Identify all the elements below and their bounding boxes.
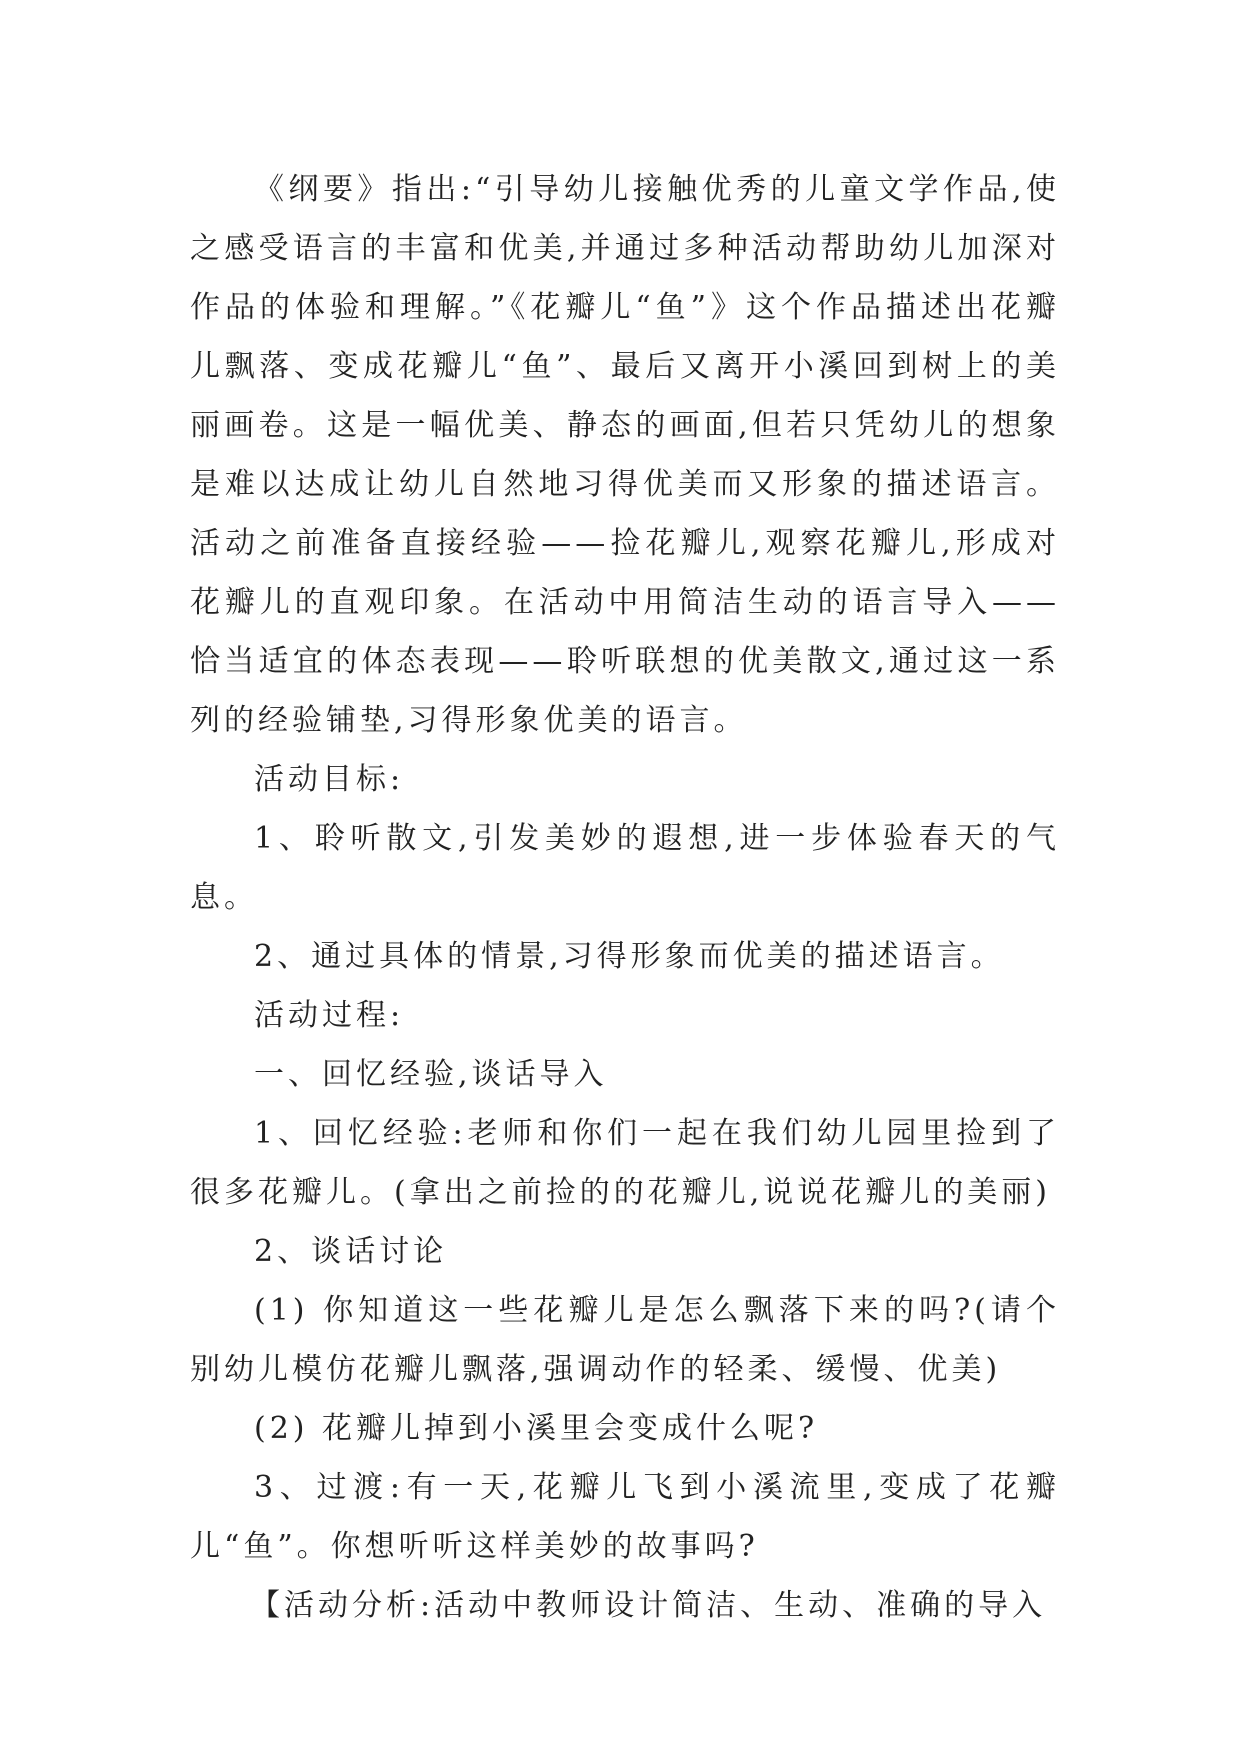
discussion-question-2: (2) 花瓣儿掉到小溪里会变成什么呢? (254, 1411, 819, 1446)
process-item-1: 1、回忆经验:老师和你们一起在我们幼儿园里捡到了很多花瓣儿。(拿出之前捡的的花瓣儿,说说花瓣儿的美丽) (190, 1116, 1060, 1210)
discussion-question-1: (1) 你知道这一些花瓣儿是怎么飘落下来的吗?(请个别幼儿模仿花瓣儿飘落,强调动作的轻柔、缓慢、优美) (190, 1293, 1060, 1387)
section-heading-process: 活动过程: (254, 998, 405, 1033)
activity-analysis: 【活动分析:活动中教师设计简洁、生动、准确的导入 (250, 1588, 1047, 1623)
goal-item-2: 2、通过具体的情景,习得形象而优美的描述语言。 (254, 939, 1005, 974)
section-heading-goals: 活动目标: (254, 762, 405, 797)
process-item-2: 2、谈话讨论 (254, 1234, 448, 1269)
intro-paragraph: 《纲要》指出:“引导幼儿接触优秀的儿童文学作品,使之感受语言的丰富和优美,并通过多种活动帮助幼儿加深对作品的体验和理解。”《花瓣儿“鱼”》这个作品描述出花瓣儿飘落、变成花瓣儿“鱼”、最后又离开小溪回到树上的美丽画卷。这是一幅优美、静态的画面,但若只凭幼儿的想象是难以达成让幼儿自然地习得优美而又形象的描述语言。活动之前准备直接经验——捡花瓣儿,观察花瓣儿,形成对花瓣儿的直观印象。在活动中用简洁生动的语言导入——恰当适宜的体态表现——聆听联想的优美散文,通过这一系列的经验铺垫,习得形象优美的语言。 (190, 172, 1060, 738)
document-body (190, 160, 1060, 1635)
process-item-3: 3、过渡:有一天,花瓣儿飞到小溪流里,变成了花瓣儿“鱼”。你想听听这样美妙的故事吗? (190, 1470, 1060, 1564)
process-step-heading: 一、回忆经验,谈话导入 (254, 1057, 608, 1092)
goal-item-1: 1、聆听散文,引发美妙的遐想,进一步体验春天的气息。 (190, 821, 1060, 915)
